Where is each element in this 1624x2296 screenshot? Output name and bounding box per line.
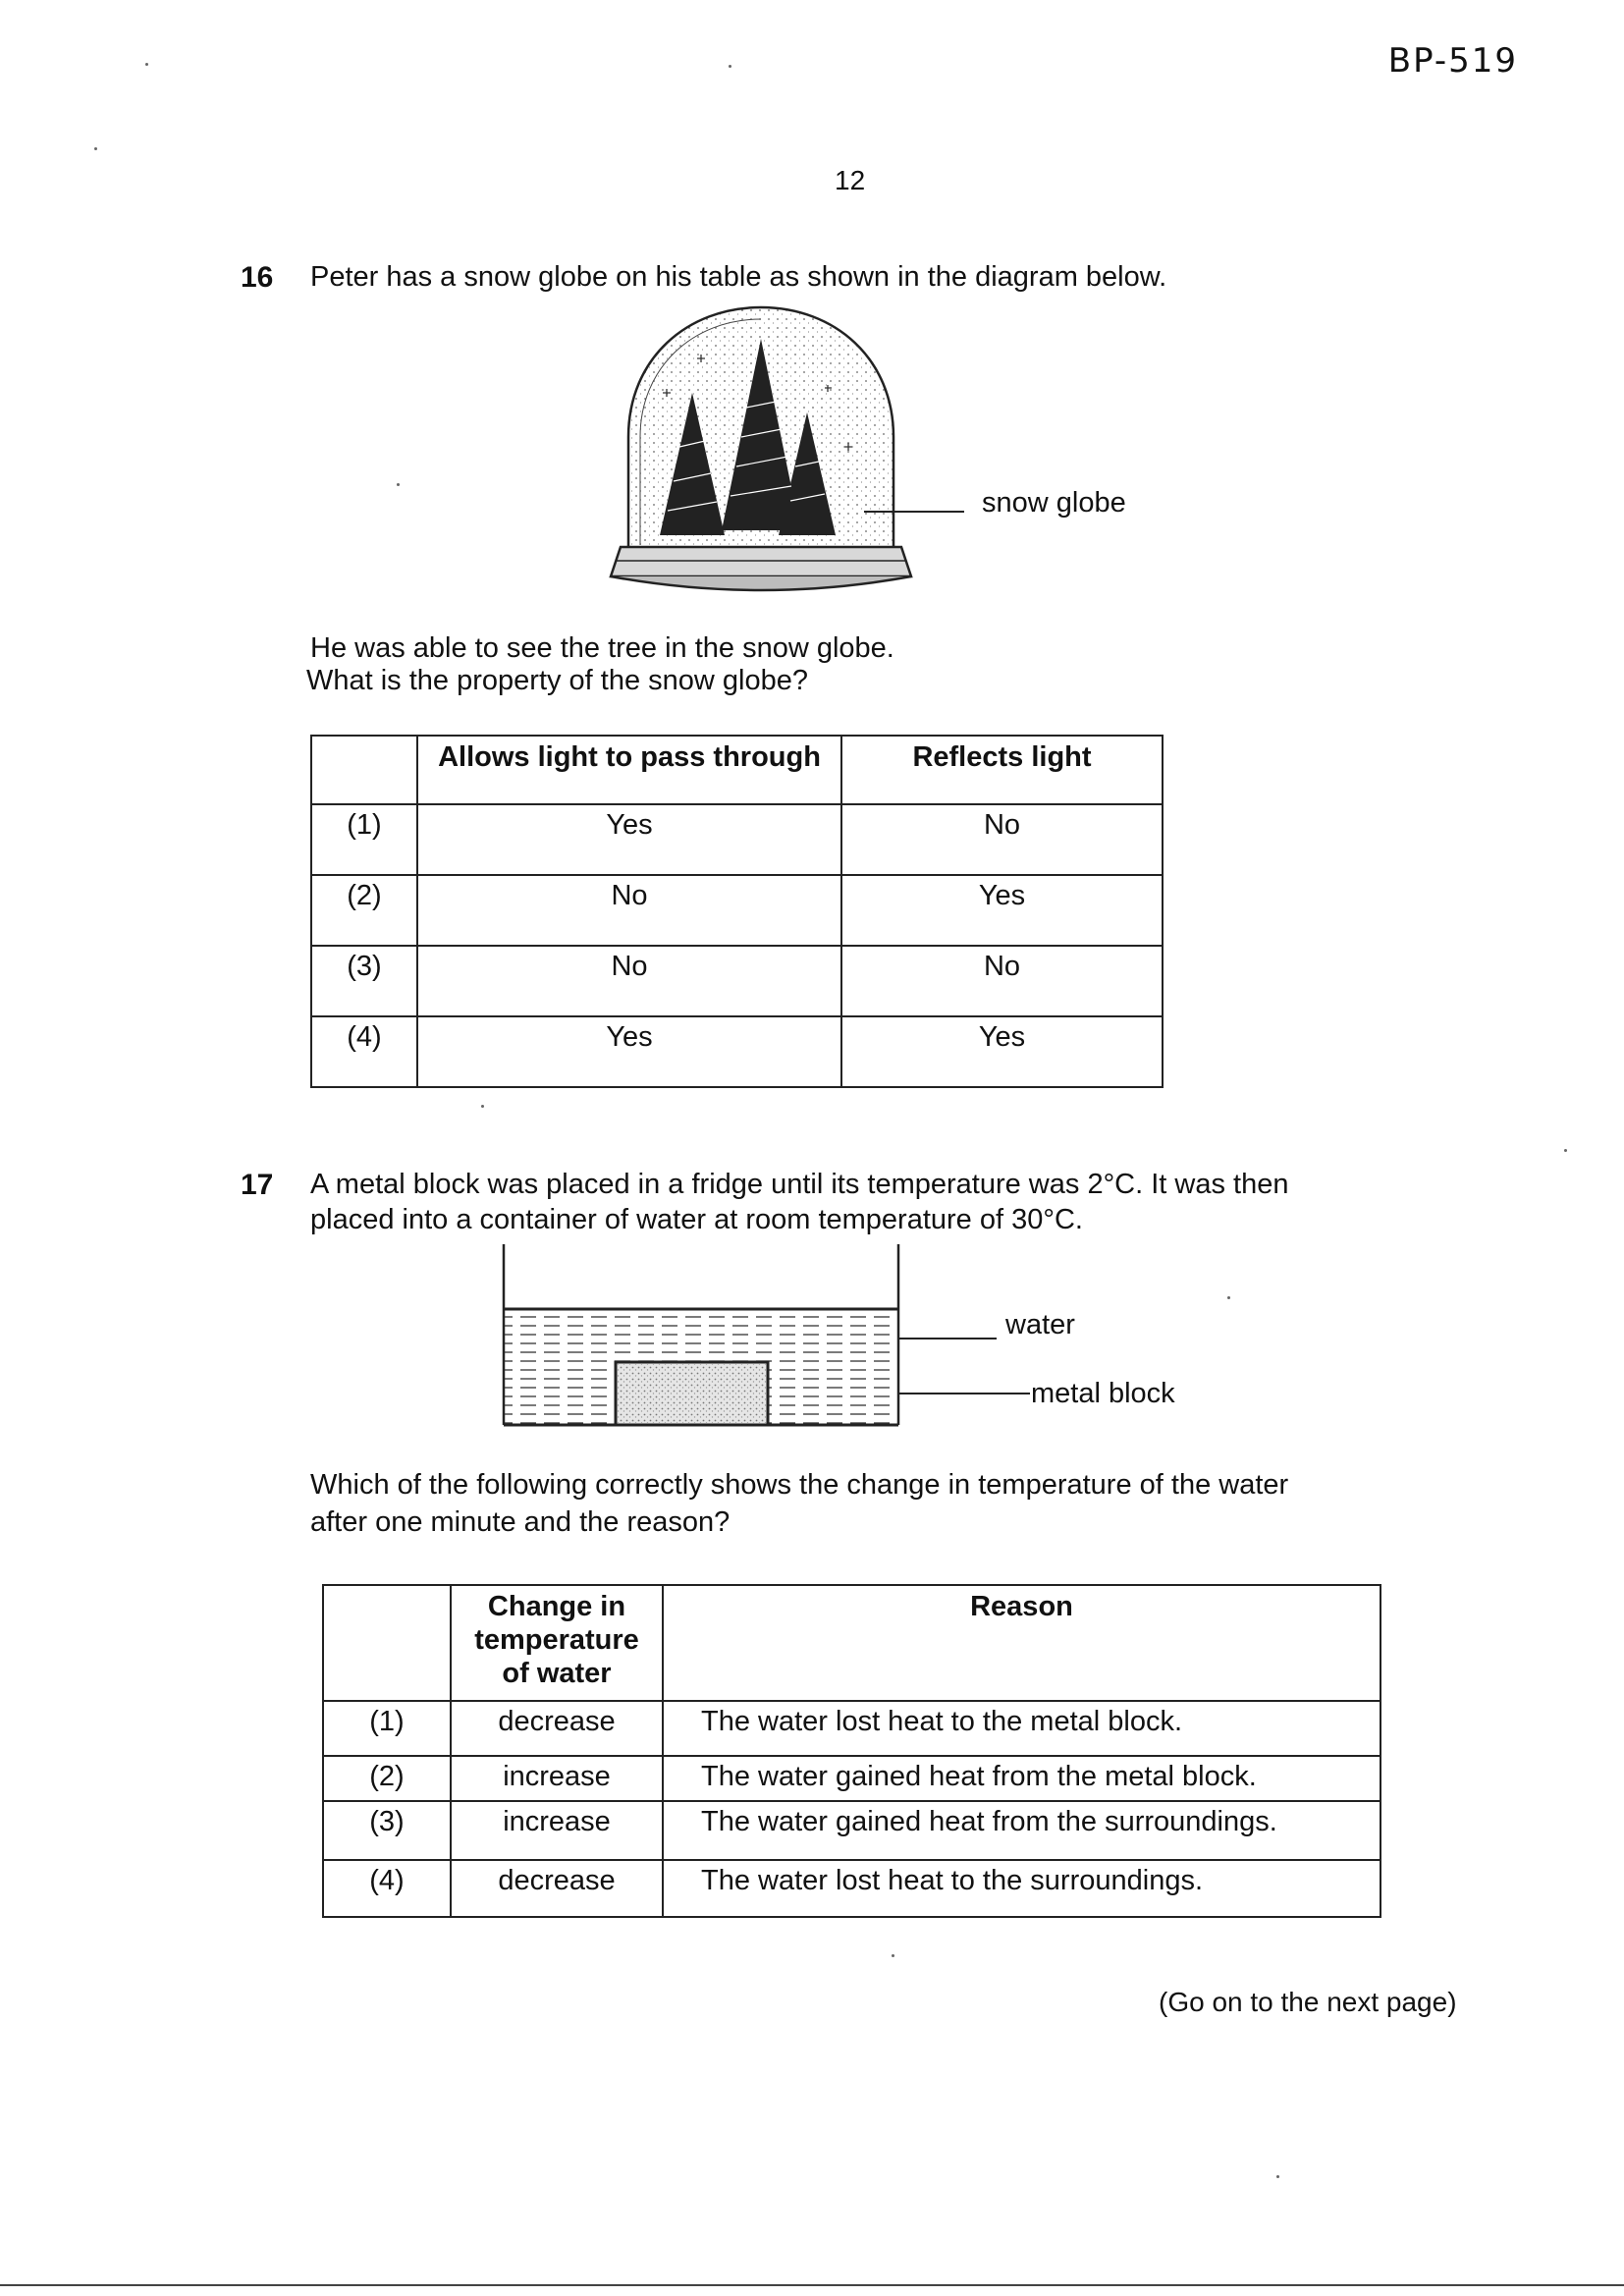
change-value: decrease [451,1860,663,1917]
snow-globe-label: snow globe [982,487,1126,519]
option-label: (3) [323,1801,451,1860]
question-16-line-1: He was able to see the tree in the snow globe. [310,632,894,664]
question-17-number: 17 [241,1169,274,1201]
water-container-diagram [496,1242,1046,1429]
reason-value: The water gained heat from the metal block. [663,1756,1380,1801]
option-label: (4) [311,1016,417,1087]
reflect-value: Yes [841,875,1163,946]
scan-speck [397,483,400,486]
question-17-intro-1: A metal block was placed in a fridge until its temperature was 2°C. It was then [310,1169,1289,1200]
question-17-intro-2: placed into a container of water at room temperature of 30°C. [310,1204,1083,1235]
table-header-blank [323,1585,451,1701]
header-allows-light: Allows light to pass through [417,736,841,804]
option-label: (4) [323,1860,451,1917]
scan-speck [1276,2175,1279,2178]
header-reason: Reason [663,1585,1380,1701]
header-change-in-temperature: Change in temperature of water [451,1585,663,1701]
header-reflects-light: Reflects light [841,736,1163,804]
page-number: 12 [835,165,866,195]
reason-value: The water lost heat to the metal block. [663,1701,1380,1756]
table-row [311,946,1163,1016]
question-16-number: 16 [241,261,274,294]
table-row [323,1701,1380,1756]
pass-value: Yes [417,1016,841,1087]
scan-speck [481,1105,484,1108]
option-label: (2) [323,1756,451,1801]
table-row [323,1756,1380,1801]
table-row [311,1016,1163,1087]
scan-speck [1564,1149,1567,1152]
reason-value: The water gained heat from the surroundings. [663,1801,1380,1860]
question-17-table [322,1584,1381,1918]
reflect-value: No [841,946,1163,1016]
question-17-line-1: Which of the following correctly shows the change in temperature of the water [310,1469,1289,1501]
table-row [311,875,1163,946]
bottom-rule [0,2284,1624,2286]
pass-value: No [417,946,841,1016]
option-label: (2) [311,875,417,946]
pass-value: No [417,875,841,946]
reason-value: The water lost heat to the surroundings. [663,1860,1380,1917]
table-row [323,1860,1380,1917]
reflect-value: No [841,804,1163,875]
question-16-table [310,735,1164,1088]
scan-speck [892,1954,894,1957]
water-label: water [1005,1309,1075,1340]
scan-speck [94,147,97,150]
reflect-value: Yes [841,1016,1163,1087]
change-value: increase [451,1756,663,1801]
table-row [323,1801,1380,1860]
scan-speck [1227,1296,1230,1299]
option-label: (3) [311,946,417,1016]
scan-speck [145,63,148,66]
option-label: (1) [323,1701,451,1756]
table-row [311,804,1163,875]
paper-code: BP-519 [1387,41,1518,81]
question-16-intro: Peter has a snow globe on his table as shown in the diagram below. [310,261,1167,293]
question-16-line-2: What is the property of the snow globe? [306,665,809,696]
pass-value: Yes [417,804,841,875]
table-header-blank [311,736,417,804]
snow-globe-diagram [599,300,992,609]
change-value: increase [451,1801,663,1860]
go-on-next-page: (Go on to the next page) [1159,1987,1457,2017]
scan-speck [729,65,731,68]
option-label: (1) [311,804,417,875]
metal-block-label: metal block [1031,1378,1175,1409]
question-17-line-2: after one minute and the reason? [310,1506,731,1538]
change-value: decrease [451,1701,663,1756]
